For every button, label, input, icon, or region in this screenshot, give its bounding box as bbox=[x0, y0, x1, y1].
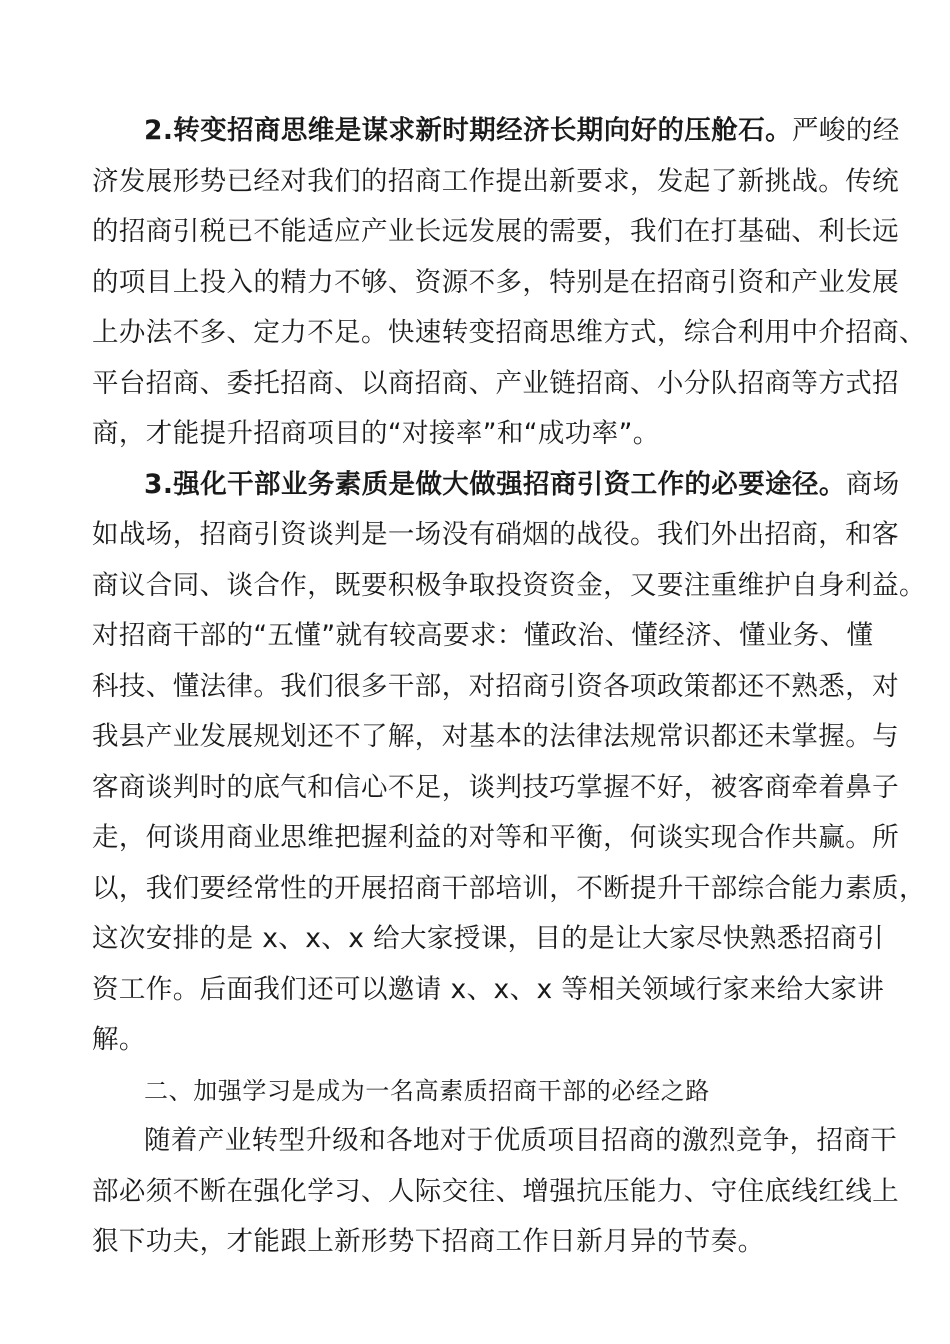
paragraph-3-first-line bbox=[92, 460, 900, 511]
paragraph-line: 平台招商、委托招商、以商招商、产业链招商、小分队招商等方式招 bbox=[92, 367, 899, 399]
paragraph-line: 的项目上投入的精力不够、资源不多，特别是在招商引资和产业发展 bbox=[92, 266, 899, 298]
paragraph-3-first-line-text: 商场 bbox=[845, 468, 900, 500]
paragraph-line: 商议合同、谈合作，既要积极争取投资资金，又要注重维护自身利益。 bbox=[92, 569, 926, 601]
paragraph-line: 济发展形势已经对我们的招商工作提出新要求，发起了新挑战。传统 bbox=[92, 165, 899, 197]
paragraph-line: 以，我们要经常性的开展招商干部培训，不断提升干部综合能力素质， bbox=[92, 872, 926, 904]
paragraph-line: 解。 bbox=[92, 1024, 146, 1055]
paragraph-line: 客商谈判时的底气和信心不足，谈判技巧掌握不好，被客商牵着鼻子 bbox=[92, 771, 899, 803]
paragraph-line: 商，才能提升招商项目的“对接率”和“成功率”。 bbox=[92, 418, 660, 449]
paragraph-3-lead: 3.强化干部业务素质是做大做强招商引资工作的必要途径。 bbox=[144, 468, 846, 500]
paragraph-2-lead: 2.转变招商思维是谋求新时期经济长期向好的压舱石。 bbox=[144, 115, 793, 146]
paragraph-line: 走，何谈用商业思维把握利益的对等和平衡，何谈实现合作共赢。所 bbox=[92, 822, 899, 853]
section-heading: 二、加强学习是成为一名高素质招商干部的必经之路 bbox=[144, 1076, 710, 1105]
paragraph-4-first-line: 随着产业转型升级和各地对于优质项目招商的激烈竞争，招商干 bbox=[144, 1125, 898, 1156]
paragraph-line: 对招商干部的“五懂”就有较高要求：懂政治、懂经济、懂业务、懂 bbox=[92, 620, 874, 651]
paragraph-line: 资工作。后面我们还可以邀请 x、x、x 等相关领域行家来给大家讲 bbox=[92, 973, 885, 1005]
paragraph-line: 我县产业发展规划还不了解，对基本的法律法规常识都还未掌握。与 bbox=[92, 721, 899, 752]
paragraph-line: 的招商引税已不能适应产业长远发展的需要，我们在打基础、利长远 bbox=[92, 216, 899, 247]
paragraph-line: 如战场，招商引资谈判是一场没有硝烟的战役。我们外出招商，和客 bbox=[92, 519, 899, 550]
paragraph-2-first-line bbox=[92, 106, 900, 157]
paragraph-2-first-line-text: 严峻的经 bbox=[792, 115, 900, 146]
paragraph-line: 这次安排的是 x、x、x 给大家授课，目的是让大家尽快熟悉招商引 bbox=[92, 923, 885, 954]
paragraph-line: 上办法不多、定力不足。快速转变招商思维方式，综合利用中介招商、 bbox=[92, 317, 926, 348]
paragraph-line: 部必须不断在强化学习、人际交往、增强抗压能力、守住底线红线上 bbox=[92, 1175, 899, 1207]
paragraph-line: 科技、懂法律。我们很多干部，对招商引资各项政策都还不熟悉，对 bbox=[92, 670, 899, 702]
paragraph-line: 狠下功夫，才能跟上新形势下招商工作日新月异的节奏。 bbox=[92, 1226, 765, 1257]
document-page bbox=[92, 106, 926, 1268]
